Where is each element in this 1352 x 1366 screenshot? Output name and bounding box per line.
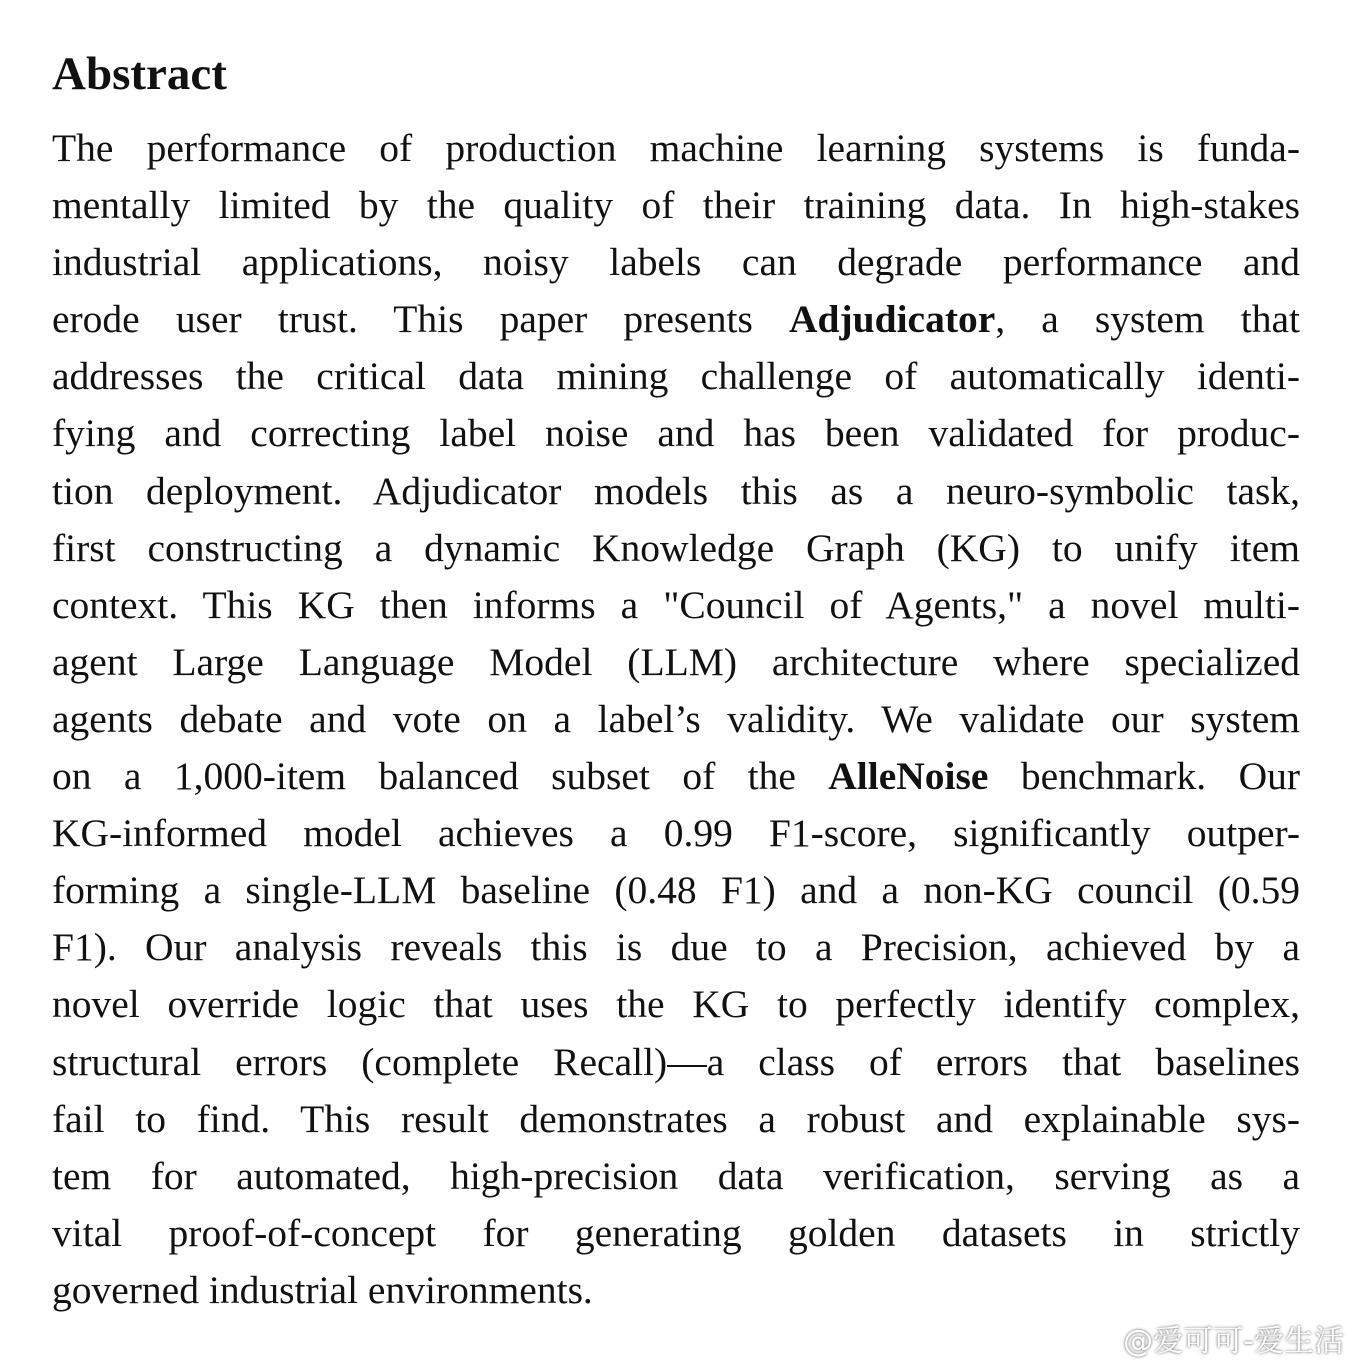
text-segment: mentally limited by the quality of their training data. In high-stakes <box>52 183 1300 228</box>
text-segment: F1). Our analysis reveals this is due to a Precision, achieved by a <box>52 925 1300 970</box>
text-line <box>52 520 1300 577</box>
watermark: @爱可可-爱生活 <box>1123 1324 1344 1359</box>
text-segment: tem for automated, high-precision data verification, serving as a <box>52 1153 1300 1198</box>
text-segment: tion deployment. Adjudicator models this as a neuro-symbolic task, <box>52 468 1300 513</box>
text-line <box>52 1091 1300 1148</box>
abstract-body <box>52 120 1300 1319</box>
text-segment: novel override logic that uses the KG to perfectly identify complex, <box>52 982 1300 1027</box>
text-line <box>52 463 1300 520</box>
bold-term: Adjudicator <box>789 297 996 342</box>
text-line <box>52 976 1300 1033</box>
text-segment: addresses the critical data mining challenge of automatically identi- <box>52 354 1300 399</box>
text-segment: , a system that <box>995 297 1300 342</box>
text-segment: context. This KG then informs a "Council of Agents," a novel multi- <box>52 582 1300 627</box>
text-segment: fail to find. This result demonstrates a robust and explainable sys- <box>52 1096 1300 1141</box>
text-line <box>52 234 1300 291</box>
text-line <box>52 177 1300 234</box>
text-segment: agents debate and vote on a label’s validity. We validate our system <box>52 696 1300 741</box>
text-segment: on a 1,000-item balanced subset of the <box>52 754 829 799</box>
text-segment: erode user trust. This paper presents <box>52 297 789 342</box>
text-line <box>52 405 1300 462</box>
text-line <box>52 1034 1300 1091</box>
section-heading: Abstract <box>52 48 227 100</box>
text-segment: vital proof-of-concept for generating golden datasets in strictly <box>52 1210 1300 1255</box>
text-line <box>52 291 1300 348</box>
text-line <box>52 634 1300 691</box>
text-segment: agent Large Language Model (LLM) architecture where specialized <box>52 639 1300 684</box>
text-line <box>52 120 1300 177</box>
text-line <box>52 919 1300 976</box>
text-line <box>52 1262 1300 1319</box>
text-segment: industrial applications, noisy labels can degrade performance and <box>52 240 1300 285</box>
text-line <box>52 691 1300 748</box>
bold-term: AlleNoise <box>828 754 989 799</box>
text-segment: KG-informed model achieves a 0.99 F1-score, significantly outper- <box>52 811 1300 856</box>
text-line <box>52 1205 1300 1262</box>
text-line <box>52 348 1300 405</box>
text-segment: fying and correcting label noise and has been validated for produc- <box>52 411 1300 456</box>
text-segment: first constructing a dynamic Knowledge Graph (KG) to unify item <box>52 525 1300 570</box>
text-segment: structural errors (complete Recall)—a class of errors that baselines <box>52 1039 1300 1084</box>
text-line <box>52 805 1300 862</box>
text-segment: forming a single-LLM baseline (0.48 F1) and a non-KG council (0.59 <box>52 868 1300 913</box>
text-segment: benchmark. Our <box>988 754 1300 799</box>
text-line <box>52 862 1300 919</box>
text-segment: governed industrial environments. <box>52 1267 593 1312</box>
text-line <box>52 1148 1300 1205</box>
text-line <box>52 748 1300 805</box>
text-segment: The performance of production machine learning systems is funda- <box>52 126 1300 170</box>
text-line <box>52 577 1300 634</box>
